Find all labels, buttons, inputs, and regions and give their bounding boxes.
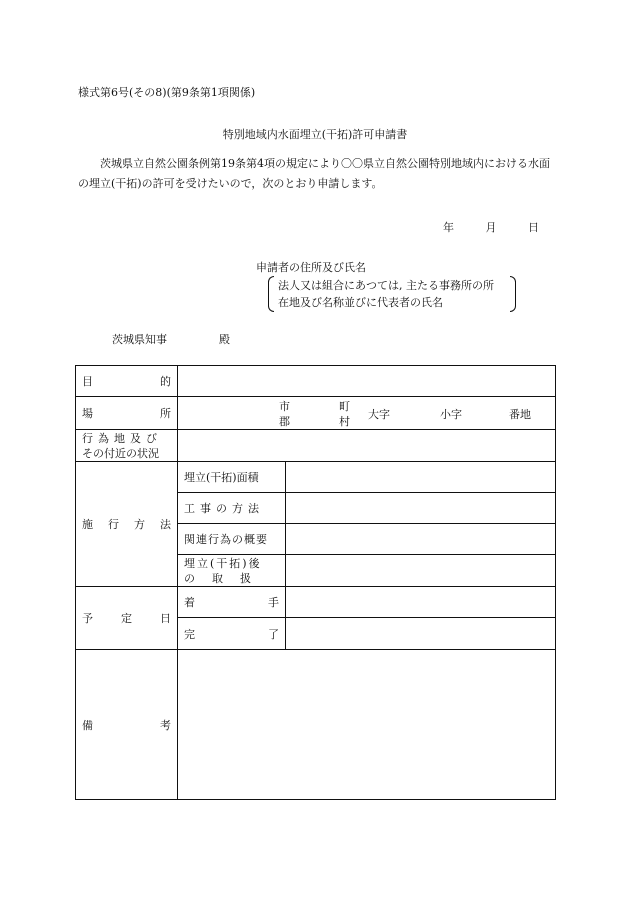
oaza-label: 大字	[368, 408, 390, 421]
site-status-line1: 行為地及び	[82, 431, 162, 445]
purpose-field[interactable]	[178, 366, 556, 397]
honorific: 殿	[219, 333, 230, 346]
row-remarks	[76, 650, 556, 800]
row-location	[76, 397, 556, 430]
right-bracket	[510, 276, 516, 312]
method-related-field[interactable]	[286, 524, 556, 555]
left-bracket	[268, 276, 274, 312]
method-area-label: 埋立(干拓)面積	[178, 462, 286, 493]
date-month-label: 月	[485, 221, 497, 234]
method-related-label: 関連行為の概要	[178, 524, 286, 555]
addressee: 茨城県知事	[112, 333, 167, 346]
schedule-label: 予 定 日	[76, 587, 178, 650]
applicant-label: 申請者の住所及び氏名	[256, 261, 366, 274]
document-title: 特別地域内水面埋立(干拓)許可申請書	[222, 128, 408, 141]
row-site-status	[76, 430, 556, 462]
schedule-start-field[interactable]	[286, 587, 556, 618]
method-after-label: 埋立(干拓)後 の 取 扱	[178, 555, 286, 587]
body-text: 茨城県立自然公園条例第19条第4項の規定により〇〇県立自然公園特別地域内における水面の埋立(干拓)の許可を受けたいので，次のとおり申請します。	[78, 157, 550, 190]
method-construction-field[interactable]	[286, 493, 556, 524]
remarks-label: 備 考	[76, 650, 178, 800]
schedule-end-label: 完 了	[178, 618, 286, 650]
row-purpose	[76, 366, 556, 397]
method-area-field[interactable]	[286, 462, 556, 493]
koaza-label: 小字	[440, 408, 462, 421]
row-method-area	[76, 462, 556, 493]
site-status-label	[76, 430, 178, 462]
schedule-start-label: 着 手	[178, 587, 286, 618]
date-line	[443, 219, 539, 235]
application-table	[75, 365, 556, 800]
applicant-note	[268, 276, 516, 310]
site-status-field[interactable]	[178, 430, 556, 462]
site-status-line2: その付近の状況	[82, 446, 159, 460]
location-field[interactable]	[178, 397, 556, 430]
schedule-end-field[interactable]	[286, 618, 556, 650]
county-label: 郡	[279, 415, 290, 428]
purpose-label: 目 的	[76, 366, 178, 397]
village-label: 村	[339, 415, 350, 428]
remarks-field[interactable]	[178, 650, 556, 800]
method-after-field[interactable]	[286, 555, 556, 587]
method-construction-label: 工事の方法	[178, 493, 286, 524]
applicant-note-line1: 法人又は組合にあつては, 主たる事務所の所	[278, 279, 494, 292]
date-day-label: 日	[528, 221, 539, 234]
location-label: 場 所	[76, 397, 178, 430]
applicant-note-line2: 在地及び名称並びに代表者の氏名	[278, 296, 443, 309]
form-number: 様式第6号(その8)(第9条第1項関係)	[78, 86, 256, 99]
method-label: 施 行 方 法	[76, 462, 178, 587]
banchi-label: 番地	[509, 408, 531, 421]
city-label: 市	[279, 400, 290, 413]
row-schedule-start	[76, 587, 556, 618]
town-label: 町	[339, 400, 350, 413]
date-year-label: 年	[443, 221, 454, 234]
